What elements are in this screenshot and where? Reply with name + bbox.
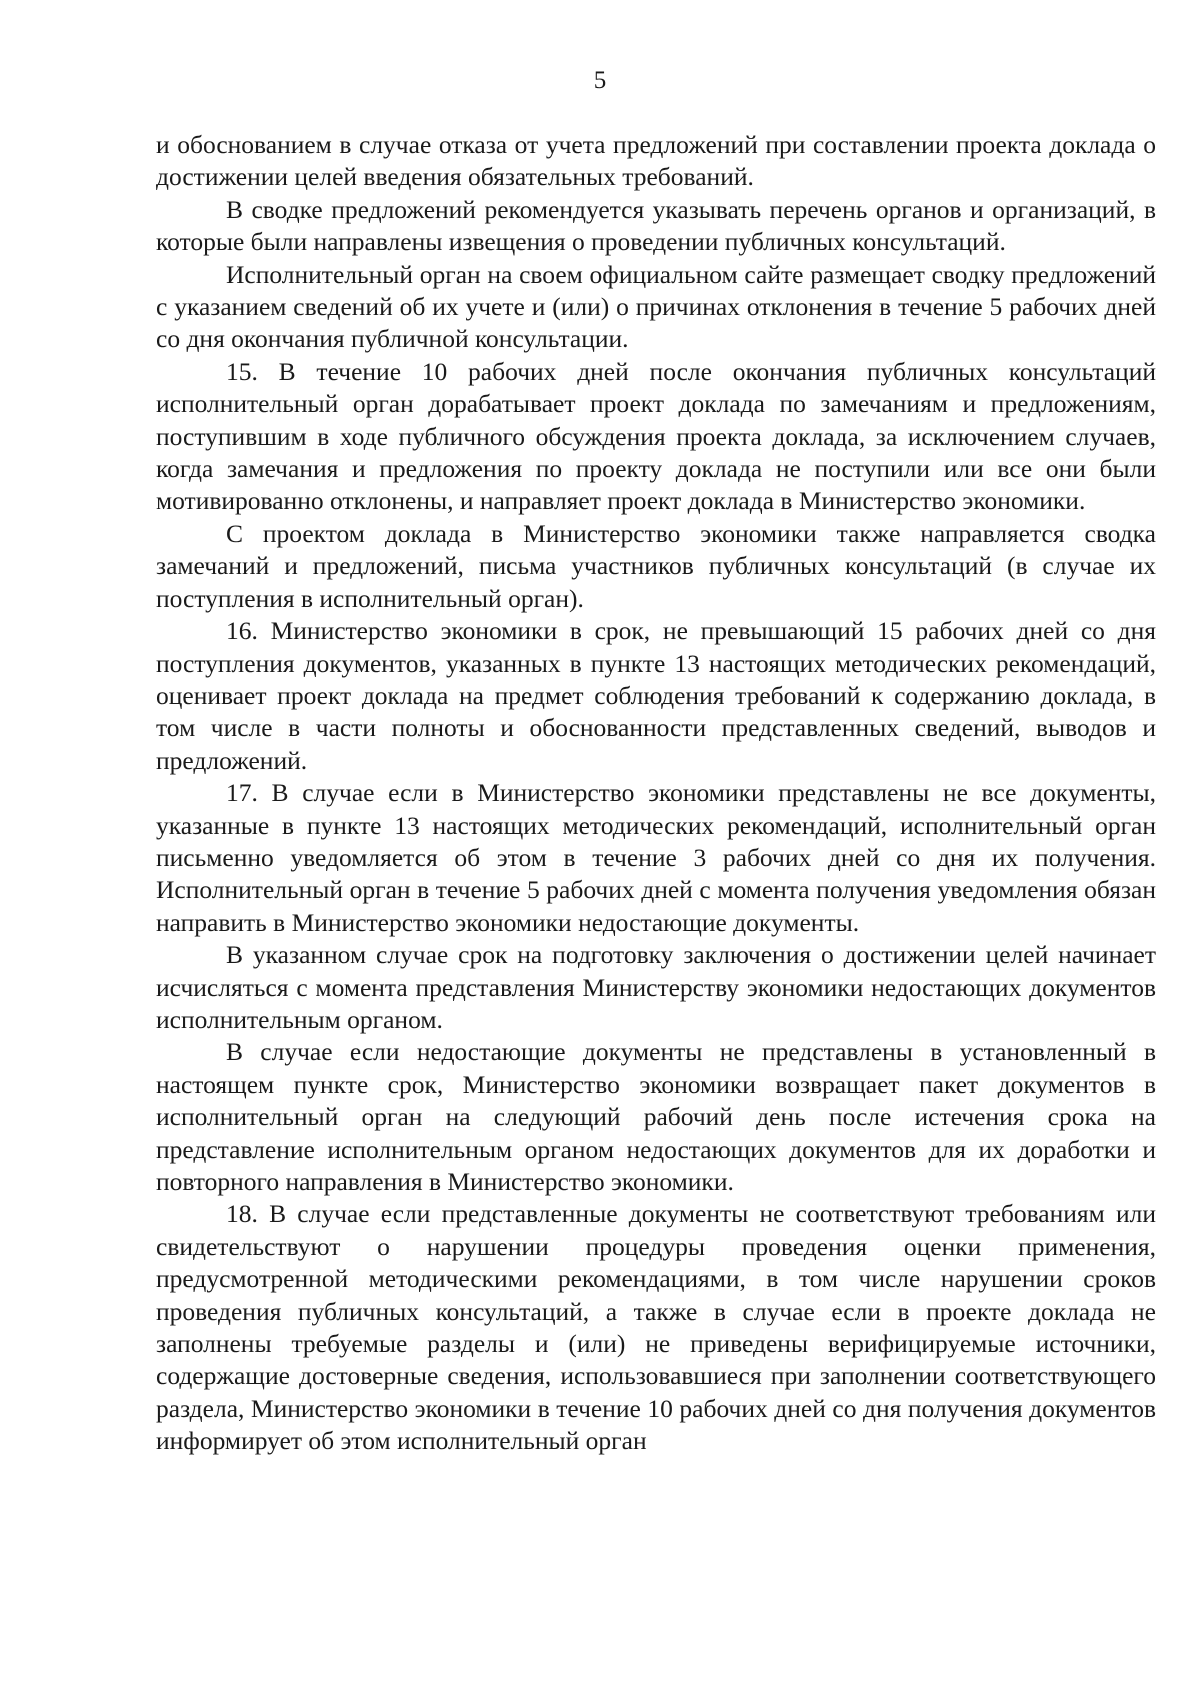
- paragraph-item-15: 15. В течение 10 рабочих дней после окончания публичных консультаций исполнительный орган дорабатывает проект доклада по замечаниям и предложениям, поступившим в ходе публичного обсуждения проекта доклада, за исключением случаев, когда замечания и предложения по проекту доклада не поступили или все они были мотивированно отклонены, и направляет проект доклада в Министерство экономики.: [156, 356, 1156, 516]
- paragraph-item-17-term: В указанном случае срок на подготовку заключения о достижении целей начинает исчисляться с момента представления Министерству экономики недостающих документов исполнительным органом.: [156, 940, 1156, 1034]
- paragraph-item-15-attachments: С проектом доклада в Министерство экономики также направляется сводка замечаний и предложений, письма участников публичных консультаций (в случае их поступления в исполнительный орган).: [156, 518, 1156, 613]
- paragraph-item-16: 16. Министерство экономики в срок, не превышающий 15 рабочих дней со дня поступления документов, указанных в пункте 13 настоящих методических рекомендаций, оценивает проект доклада на предмет соблюдения требований к содержанию доклада, в том числе в части полноты и обоснованности представленных сведений, выводов и предложений.: [156, 616, 1156, 775]
- paragraph-continuation: и обоснованием в случае отказа от учета предложений при составлении проекта доклада о достижении целей введения обязательных требований.: [156, 130, 1156, 192]
- page-number: 5: [593, 67, 607, 94]
- document-body: [156, 129, 1156, 1458]
- paragraph-summary-publication: Исполнительный орган на своем официальном сайте размещает сводку предложений с указанием сведений об их учете и (или) о причинах отклонения в течение 5 рабочих дней со дня окончания публичной консультации.: [156, 259, 1156, 354]
- paragraph-item-17-return: В случае если недостающие документы не представлены в установленный в настоящем пункте срок, Министерство экономики возвращает пакет документов в исполнительный орган на следующий рабочий день после истечения срока на представление исполнительным органом недостающих документов для их доработки и повторного направления в Министерство экономики.: [156, 1037, 1156, 1196]
- paragraph-item-18: 18. В случае если представленные документы не соответствуют требованиям или свидетельствуют о нарушении процедуры проведения оценки применения, предусмотренной методическими рекомендациями, в том числе нарушении сроков проведения публичных консультаций, а также в случае если в проекте доклада не заполнены требуемые разделы и (или) не приведены верифицируемые источники, содержащие достоверные сведения, использовавшиеся при заполнении соответствующего раздела, Министерство экономики в течение 10 рабочих дней со дня получения документов информирует об этом исполнительный орган: [156, 1199, 1156, 1456]
- paragraph-item-17: 17. В случае если в Министерство экономики представлены не все документы, указанные в пункте 13 настоящих методических рекомендаций, исполнительный орган письменно уведомляется об этом в течение 3 рабочих дней со дня их получения. Исполнительный орган в течение 5 рабочих дней с момента получения уведомления обязан направить в Министерство экономики недостающие документы.: [156, 778, 1156, 937]
- paragraph-summary-list: В сводке предложений рекомендуется указывать перечень органов и организаций, в которые были направлены извещения о проведении публичных консультаций.: [156, 194, 1156, 257]
